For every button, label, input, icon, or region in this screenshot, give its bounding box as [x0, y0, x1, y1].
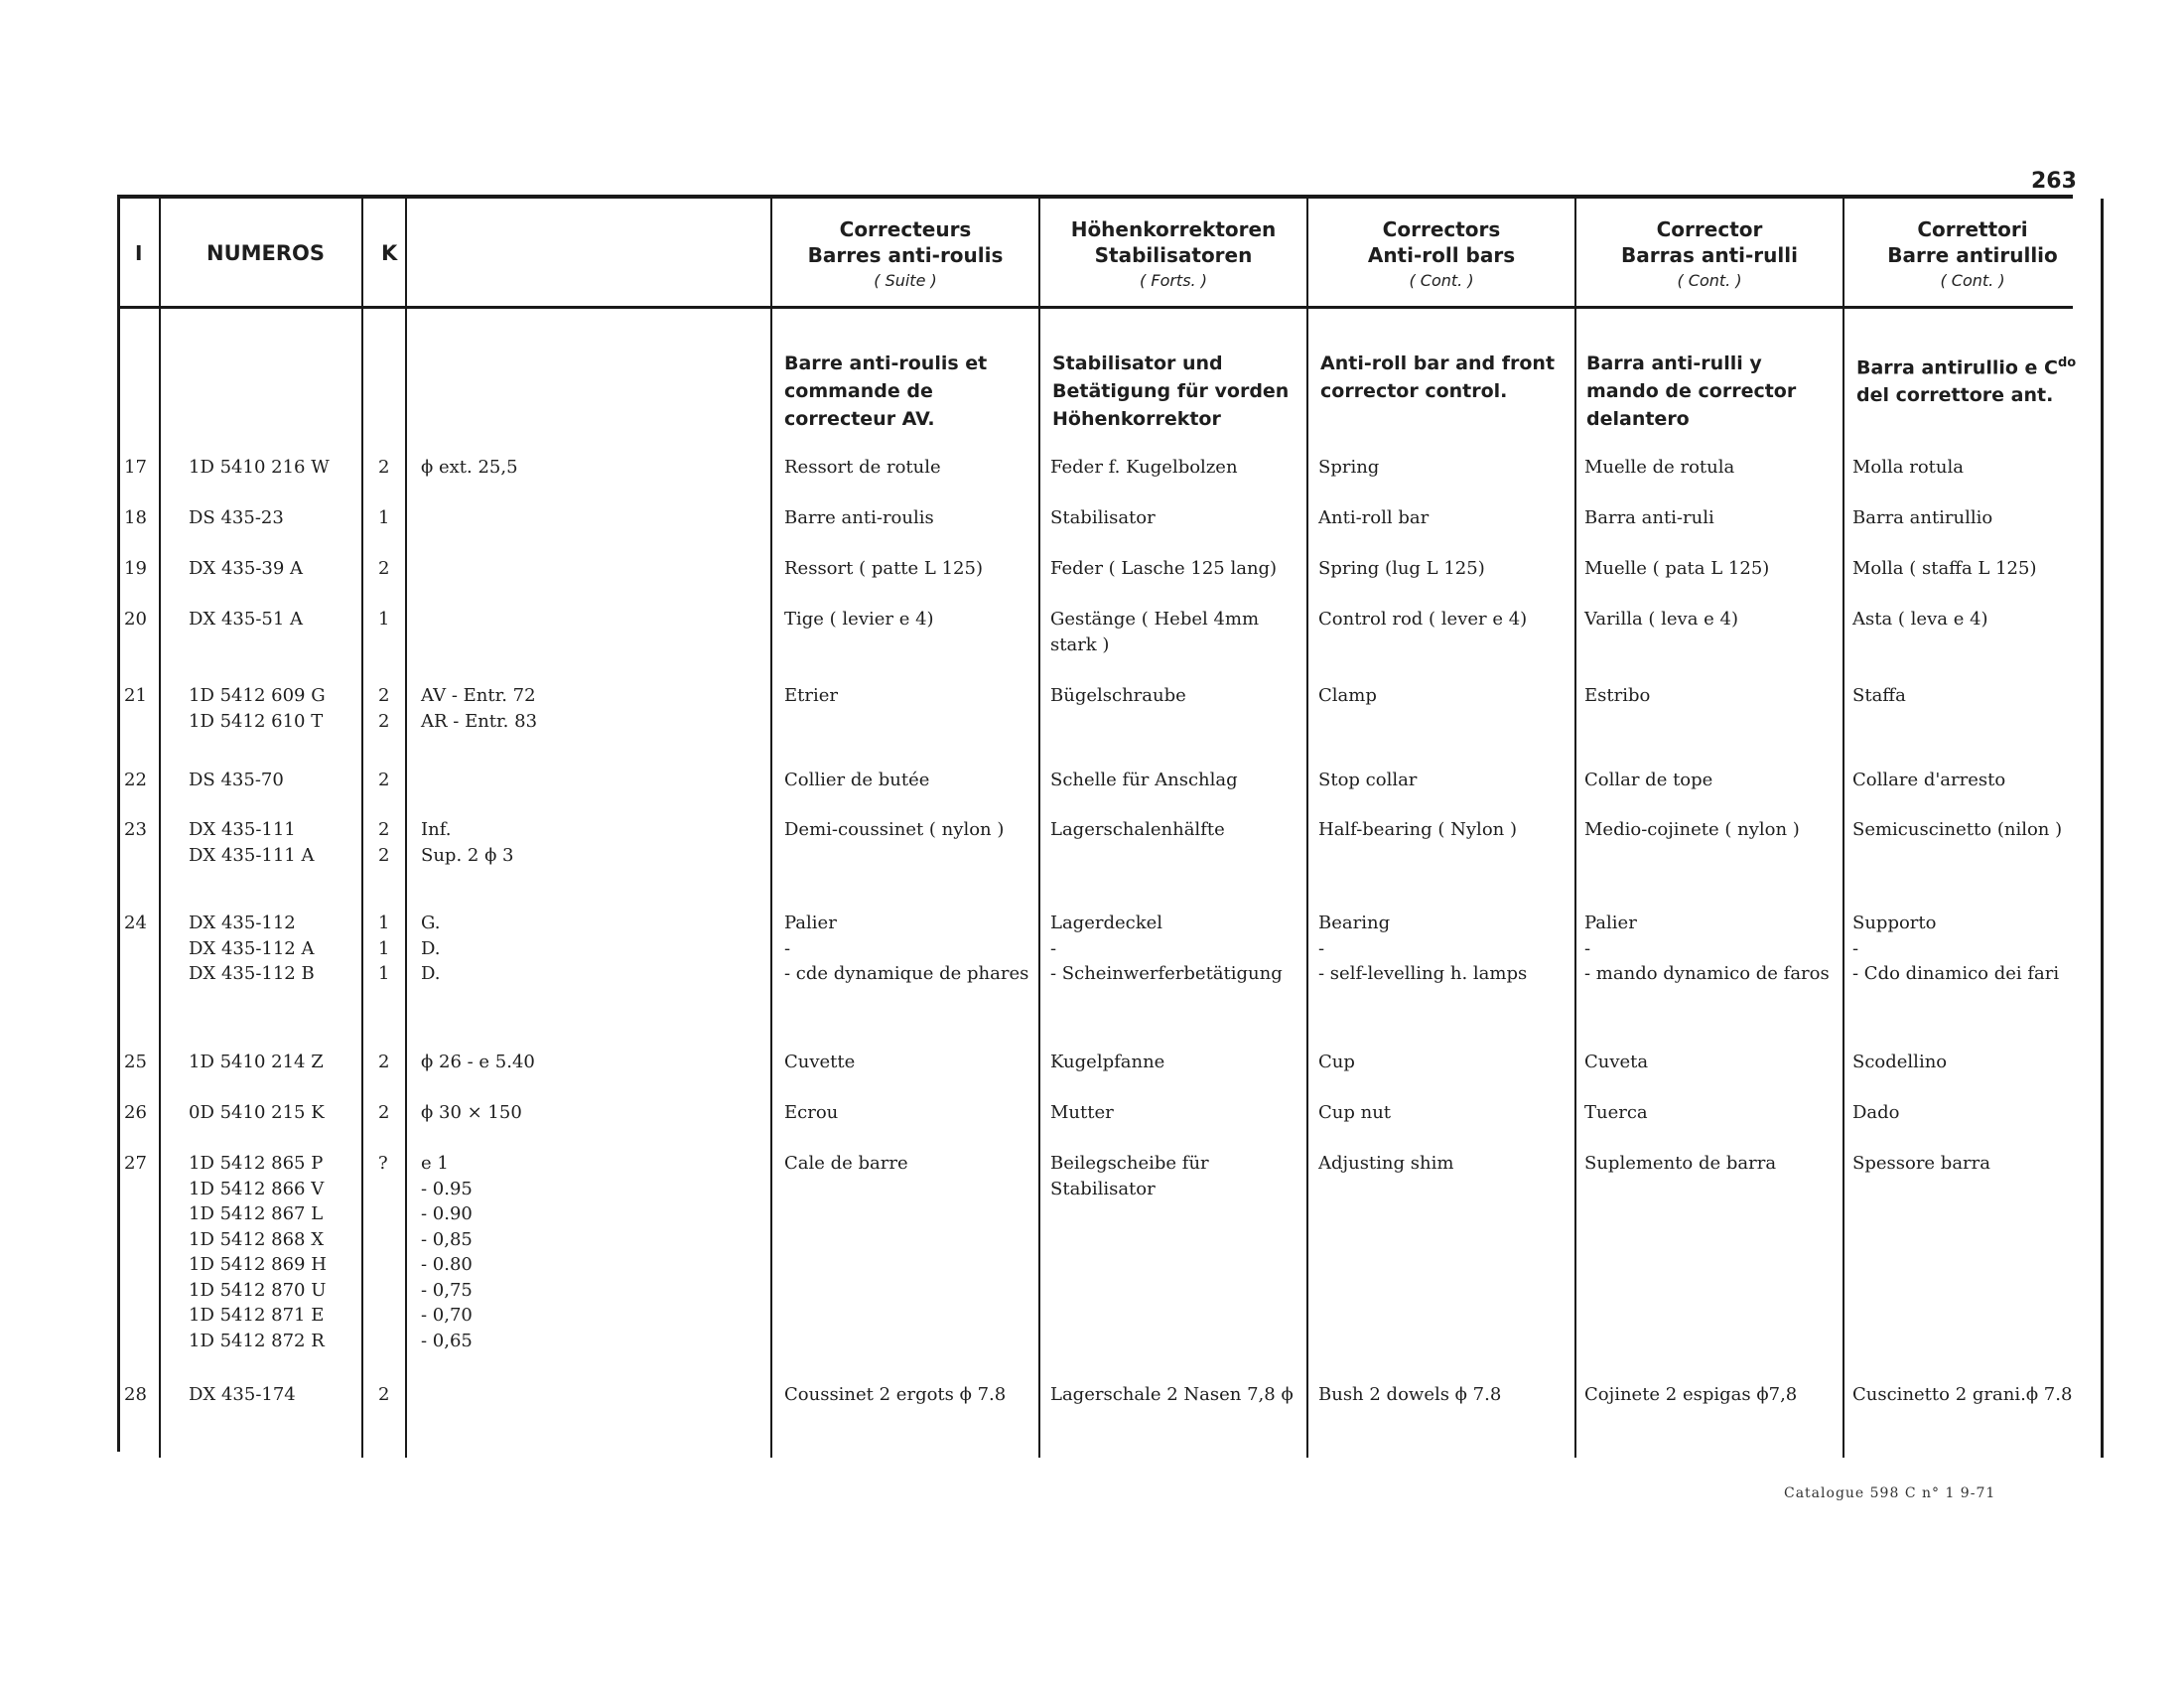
part-number: 0D 5410 215 K [189, 1102, 325, 1123]
desc-it: Spessore barra [1852, 1153, 1990, 1174]
part-number: DS 435-70 [189, 770, 284, 790]
desc-fr: - cde dynamique de phares [784, 963, 1029, 984]
desc-it: - Cdo dinamico dei fari [1852, 963, 2060, 984]
header-es-title: Corrector [1656, 217, 1763, 241]
spec: e 1 [421, 1153, 449, 1174]
desc-en: Adjusting shim [1318, 1153, 1454, 1174]
spec: - 0,85 [421, 1228, 473, 1250]
desc-fr: Barre anti-roulis [784, 507, 934, 528]
quantity: 2 [378, 770, 390, 790]
col-line-es [1574, 199, 1576, 1458]
part-number: DX 435-112 A [189, 937, 315, 959]
spec: - 0.95 [421, 1178, 473, 1199]
desc-es: Cuveta [1584, 1052, 1649, 1072]
header-fr-sub: ( Suite ) [874, 271, 937, 290]
desc-es: Barra anti-ruli [1584, 507, 1714, 528]
section-title-de: Stabilisator und Betätigung für vorden Höhenkorrektor [1052, 352, 1290, 430]
col-line-left [117, 195, 120, 1452]
header-de-title2: Stabilisatoren [1094, 243, 1253, 267]
desc-en: Control rod ( lever e 4) [1318, 609, 1528, 630]
desc-en: Half-bearing ( Nylon ) [1318, 819, 1517, 840]
desc-fr: Ressort ( patte L 125) [784, 558, 983, 579]
section-title-it-rest: del correttore ant. [1856, 384, 2054, 407]
row-index: 24 [124, 913, 147, 933]
spec: ϕ 26 - e 5.40 [421, 1052, 535, 1072]
quantity: 2 [378, 710, 390, 732]
desc-en: Bush 2 dowels ϕ 7.8 [1318, 1384, 1502, 1405]
part-number: 1D 5412 865 P [189, 1153, 324, 1174]
col-line-k [405, 199, 407, 1458]
row-index: 19 [124, 558, 147, 579]
header-en-title: Correctors [1382, 217, 1501, 241]
spec: ϕ 30 × 150 [421, 1102, 522, 1123]
row-index: 20 [124, 609, 147, 630]
col-line-num [361, 199, 363, 1458]
desc-it: Molla ( staffa L 125) [1852, 558, 2037, 579]
desc-en: - self-levelling h. lamps [1318, 963, 1528, 984]
part-number: DX 435-51 A [189, 609, 304, 630]
desc-fr: Ressort de rotule [784, 457, 941, 478]
desc-de: Gestänge ( Hebel 4mm stark ) [1050, 609, 1260, 655]
row-index: 17 [124, 457, 147, 478]
header-en-title2: Anti-roll bars [1367, 243, 1516, 267]
spec: AV - Entr. 72 [421, 685, 536, 706]
quantity: 2 [378, 685, 390, 706]
part-number: DS 435-23 [189, 507, 284, 528]
spec: D. [421, 937, 441, 959]
desc-fr: Cuvette [784, 1052, 856, 1072]
spec: - 0.80 [421, 1254, 473, 1275]
desc-fr: - [784, 937, 791, 959]
spec: - 0,75 [421, 1279, 473, 1301]
desc-de: Feder f. Kugelbolzen [1050, 457, 1238, 478]
spec: - 0.90 [421, 1203, 473, 1224]
desc-es: - mando dynamico de faros [1584, 963, 1830, 984]
desc-it: Supporto [1852, 913, 1937, 933]
desc-de: Mutter [1050, 1102, 1114, 1123]
desc-it: Staffa [1852, 685, 1906, 706]
part-number: 1D 5412 869 H [189, 1254, 327, 1275]
header-es-title2: Barras anti-rulli [1621, 243, 1798, 267]
spec: G. [421, 913, 441, 933]
table-top-border [117, 195, 2073, 199]
desc-de: - [1050, 937, 1057, 959]
header-it-sub: ( Cont. ) [1940, 271, 2005, 290]
desc-en: Anti-roll bar [1318, 507, 1430, 528]
section-title-it [1856, 350, 2095, 409]
desc-de: Lagerschale 2 Nasen 7,8 ϕ [1050, 1384, 1294, 1405]
desc-de: Schelle für Anschlag [1050, 770, 1238, 790]
desc-fr: Collier de butée [784, 770, 930, 790]
header-de-sub: ( Forts. ) [1140, 271, 1207, 290]
section-title-fr: Barre anti-roulis et commande de correcteur AV. [784, 352, 988, 430]
spec: Inf. [421, 819, 452, 840]
spec: Sup. 2 ϕ 3 [421, 844, 514, 866]
header-bottom-border [117, 306, 2073, 309]
part-number: 1D 5412 868 X [189, 1228, 325, 1250]
quantity: 1 [378, 963, 390, 984]
part-number: DX 435-112 [189, 913, 296, 933]
row-index: 18 [124, 507, 147, 528]
section-title-es: Barra anti-rulli y mando de corrector delantero [1586, 352, 1797, 430]
part-number: DX 435-112 B [189, 963, 315, 984]
part-number: 1D 5412 609 G [189, 685, 326, 706]
footer-catalogue: Catalogue 598 C n° 1 9-71 [1784, 1485, 1996, 1501]
desc-fr: Tige ( levier e 4) [784, 609, 934, 630]
quantity: 2 [378, 457, 390, 478]
part-number: DX 435-174 [189, 1384, 296, 1405]
desc-es: Muelle ( pata L 125) [1584, 558, 1770, 579]
row-index: 25 [124, 1052, 147, 1072]
desc-es: Suplemento de barra [1584, 1153, 1777, 1174]
quantity: 2 [378, 1052, 390, 1072]
desc-de: Lagerdeckel [1050, 913, 1163, 933]
desc-en: Spring (lug L 125) [1318, 558, 1485, 579]
desc-fr: Coussinet 2 ergots ϕ 7.8 [784, 1384, 1007, 1405]
desc-de: Beilegscheibe für Stabilisator [1050, 1153, 1209, 1199]
desc-es: Varilla ( leva e 4) [1584, 609, 1739, 630]
part-number: 1D 5412 870 U [189, 1279, 327, 1301]
desc-de: Stabilisator [1050, 507, 1156, 528]
desc-it: Dado [1852, 1102, 1900, 1123]
header-fr [772, 216, 1038, 294]
header-de-title: Höhenkorrektoren [1070, 217, 1277, 241]
desc-fr: Demi-coussinet ( nylon ) [784, 819, 1005, 840]
header-it-title2: Barre antirullio [1887, 243, 2058, 267]
quantity: 2 [378, 558, 390, 579]
spec: D. [421, 963, 441, 984]
desc-es: Muelle de rotula [1584, 457, 1735, 478]
header-de [1040, 216, 1306, 294]
spec: AR - Entr. 83 [421, 710, 538, 732]
desc-it: Scodellino [1852, 1052, 1948, 1072]
section-title-it-sup: do [2057, 355, 2077, 370]
desc-it: Collare d'arresto [1852, 770, 2006, 790]
part-number: 1D 5412 867 L [189, 1203, 324, 1224]
header-it [1844, 216, 2101, 294]
desc-fr: Etrier [784, 685, 838, 706]
part-number: 1D 5412 871 E [189, 1305, 325, 1326]
quantity: 1 [378, 609, 390, 630]
header-en-sub: ( Cont. ) [1409, 271, 1474, 290]
page-number: 263 [2031, 169, 2077, 194]
desc-it: Cuscinetto 2 grani.ϕ 7.8 [1852, 1384, 2073, 1405]
spec: - 0,70 [421, 1305, 473, 1326]
spec: - 0,65 [421, 1330, 473, 1351]
col-line-it [1843, 199, 1844, 1458]
desc-fr: Cale de barre [784, 1153, 908, 1174]
part-number: 1D 5412 866 V [189, 1178, 325, 1199]
desc-it: Asta ( leva e 4) [1852, 609, 1988, 630]
desc-es: - [1584, 937, 1591, 959]
desc-it: Semicuscinetto (nilon ) [1852, 819, 2063, 840]
row-index: 21 [124, 685, 147, 706]
desc-es: Cojinete 2 espigas ϕ7,8 [1584, 1384, 1798, 1405]
part-number: 1D 5410 214 Z [189, 1052, 324, 1072]
part-number: 1D 5412 610 T [189, 710, 324, 732]
spec: ϕ ext. 25,5 [421, 457, 518, 478]
part-number: 1D 5410 216 W [189, 457, 330, 478]
header-fr-title: Correcteurs [839, 217, 972, 241]
header-col-numeros: NUMEROS [206, 241, 326, 265]
part-number: 1D 5412 872 R [189, 1330, 325, 1351]
col-line-en [1306, 199, 1308, 1458]
col-line-i [159, 199, 161, 1458]
quantity: ? [378, 1153, 388, 1174]
header-col-k: K [381, 241, 398, 265]
desc-de: Feder ( Lasche 125 lang) [1050, 558, 1278, 579]
quantity: 2 [378, 1102, 390, 1123]
desc-de: Bügelschraube [1050, 685, 1186, 706]
desc-en: Cup nut [1318, 1102, 1392, 1123]
desc-en: Bearing [1318, 913, 1391, 933]
quantity: 2 [378, 1384, 390, 1405]
header-es-sub: ( Cont. ) [1677, 271, 1742, 290]
quantity: 1 [378, 507, 390, 528]
desc-en: Spring [1318, 457, 1380, 478]
part-number: DX 435-111 [189, 819, 296, 840]
header-col-i: I [135, 241, 143, 265]
col-line-de [1038, 199, 1040, 1458]
desc-de: Lagerschalenhälfte [1050, 819, 1225, 840]
col-line-spec [770, 199, 772, 1458]
part-number: DX 435-39 A [189, 558, 304, 579]
desc-en: Clamp [1318, 685, 1377, 706]
desc-es: Medio-cojinete ( nylon ) [1584, 819, 1800, 840]
row-index: 22 [124, 770, 147, 790]
quantity: 2 [378, 819, 390, 840]
desc-es: Palier [1584, 913, 1637, 933]
header-es [1576, 216, 1843, 294]
quantity: 1 [378, 937, 390, 959]
row-index: 26 [124, 1102, 147, 1123]
header-it-title: Correttori [1917, 217, 2028, 241]
desc-it: - [1852, 937, 1859, 959]
desc-es: Estribo [1584, 685, 1651, 706]
quantity: 1 [378, 913, 390, 933]
row-index: 27 [124, 1153, 147, 1174]
section-title-en: Anti-roll bar and front corrector control. [1320, 352, 1556, 402]
header-en [1308, 216, 1574, 294]
desc-fr: Ecrou [784, 1102, 839, 1123]
desc-it: Barra antirullio [1852, 507, 1993, 528]
part-number: DX 435-111 A [189, 844, 315, 866]
desc-de: Kugelpfanne [1050, 1052, 1165, 1072]
desc-en: Cup [1318, 1052, 1355, 1072]
row-index: 28 [124, 1384, 147, 1405]
desc-fr: Palier [784, 913, 837, 933]
desc-en: - [1318, 937, 1325, 959]
desc-de: - Scheinwerferbetätigung [1050, 963, 1283, 984]
desc-en: Stop collar [1318, 770, 1418, 790]
section-title-it-main: Barra antirullio e C [1856, 356, 2058, 379]
desc-es: Collar de tope [1584, 770, 1713, 790]
quantity: 2 [378, 844, 390, 866]
row-index: 23 [124, 819, 147, 840]
desc-it: Molla rotula [1852, 457, 1964, 478]
desc-es: Tuerca [1584, 1102, 1648, 1123]
header-fr-title2: Barres anti-roulis [807, 243, 1004, 267]
